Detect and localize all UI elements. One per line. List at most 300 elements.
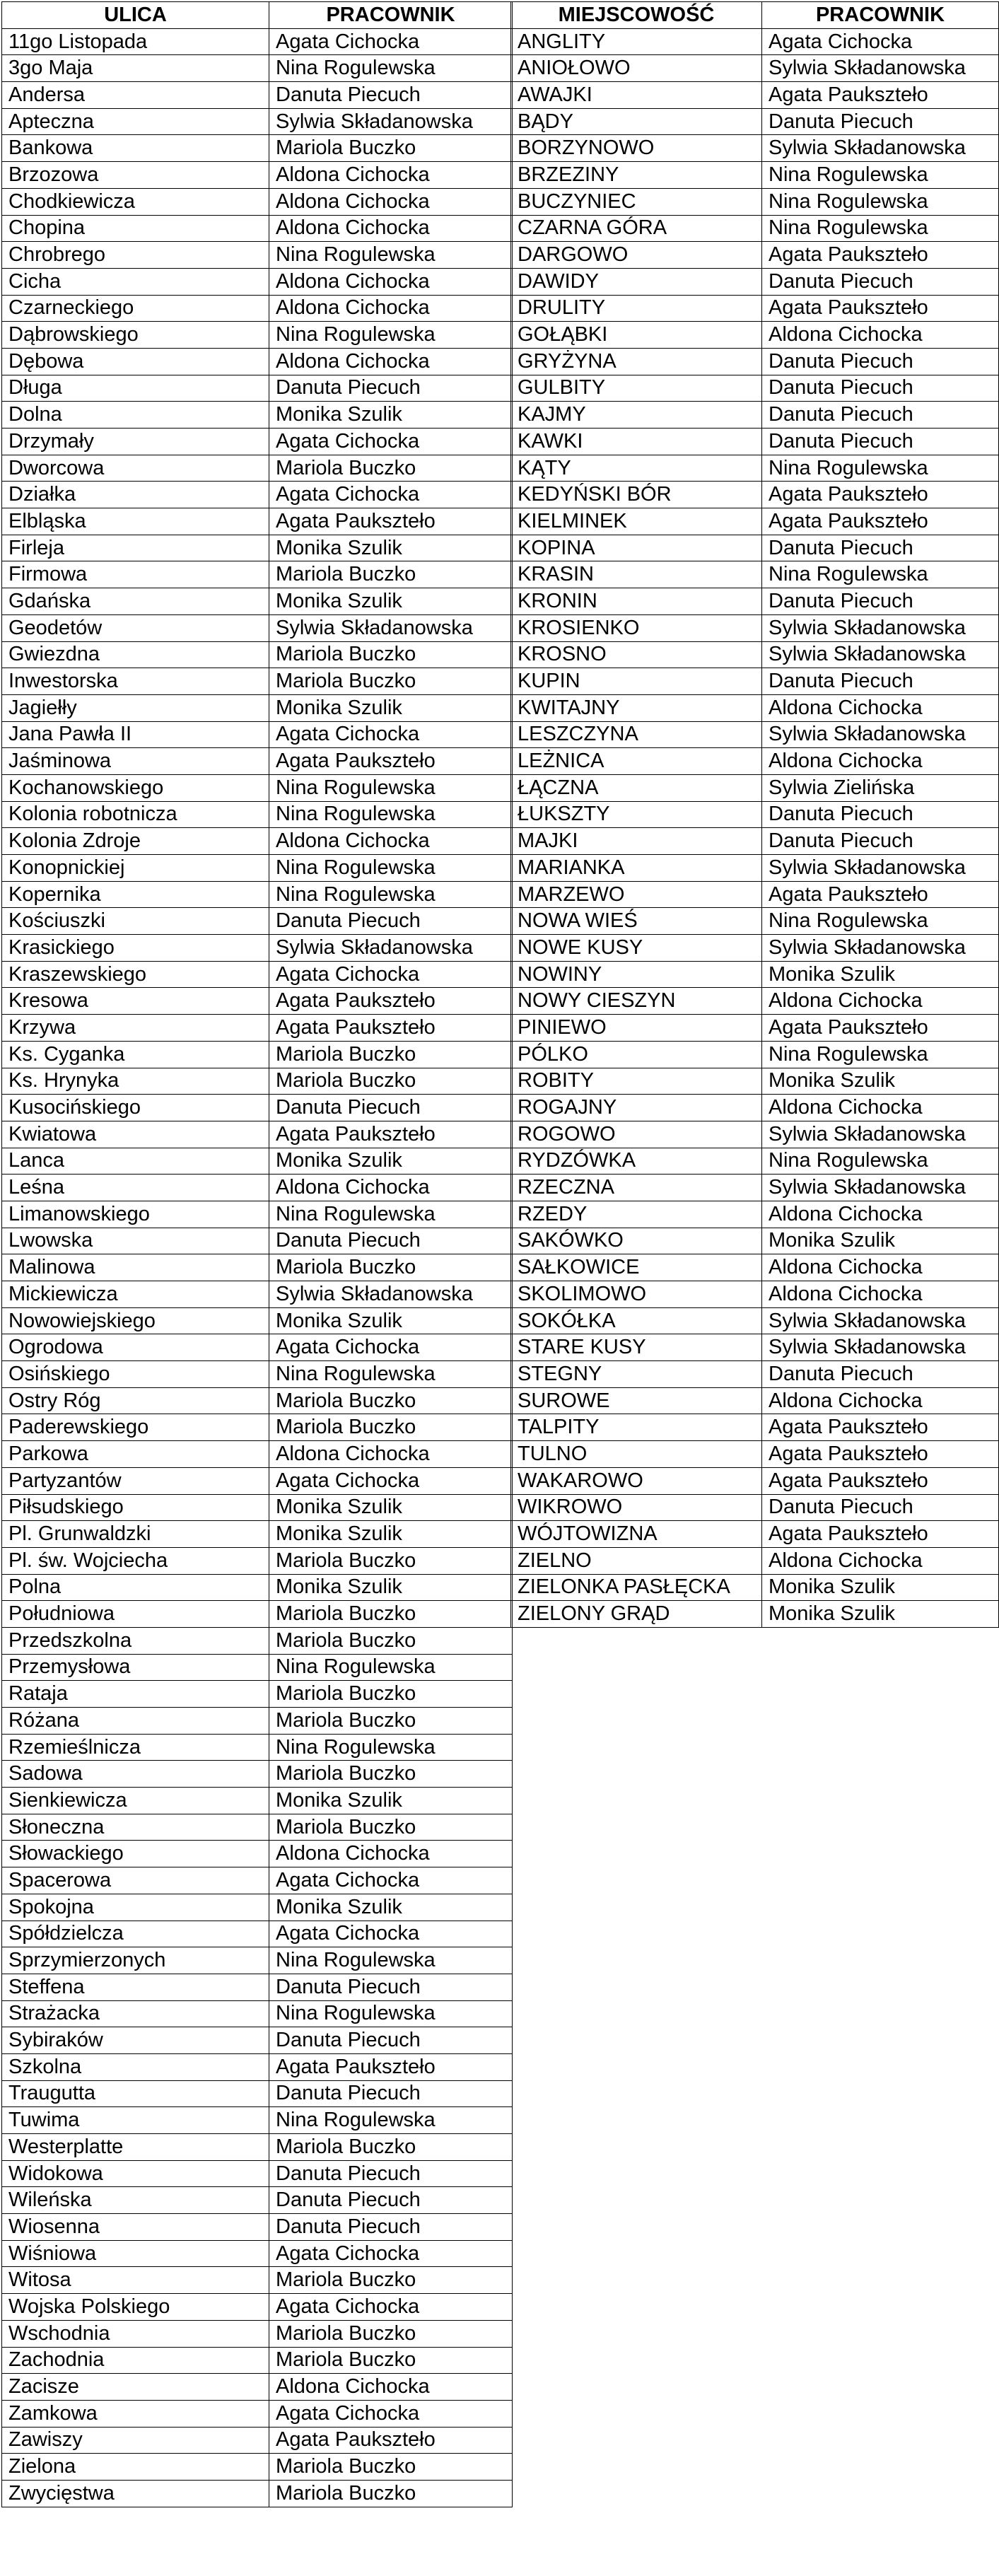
locality-cell: KRASIN [511, 561, 762, 588]
table-row [511, 855, 999, 882]
employee-cell: Agata Paukszteło [762, 242, 999, 269]
locality-cell: PINIEWO [511, 1015, 762, 1042]
table-row [511, 242, 999, 269]
table-row [2, 694, 513, 721]
table-row [511, 881, 999, 908]
table-row [2, 935, 513, 962]
table-row [2, 1681, 513, 1708]
table-row [2, 402, 513, 429]
street-cell: Sybiraków [2, 2027, 269, 2054]
street-cell: Dworcowa [2, 455, 269, 482]
employee-cell: Monika Szulik [269, 1148, 513, 1175]
street-cell: Ks. Cyganka [2, 1041, 269, 1068]
employee-cell: Aldona Cichocka [269, 1841, 513, 1867]
employee-cell: Monika Szulik [762, 1228, 999, 1254]
locality-cell: SAŁKOWICE [511, 1254, 762, 1281]
table-row [2, 961, 513, 988]
table-row [2, 774, 513, 801]
table-row [2, 1734, 513, 1761]
table-row [511, 988, 999, 1015]
locality-cell: RZEDY [511, 1201, 762, 1228]
locality-cell: ANGLITY [511, 28, 762, 55]
employee-cell: Sylwia Składanowska [269, 935, 513, 962]
street-cell: Wileńska [2, 2187, 269, 2214]
street-cell: Zachodnia [2, 2347, 269, 2374]
table-row [2, 2454, 513, 2481]
employee-cell: Aldona Cichocka [762, 1254, 999, 1281]
table-row [2, 1095, 513, 1121]
header-pracownik: PRACOWNIK [269, 2, 513, 29]
employee-cell: Nina Rogulewska [269, 1361, 513, 1388]
employee-cell: Nina Rogulewska [269, 855, 513, 882]
table-row [511, 1441, 999, 1468]
employee-cell: Monika Szulik [269, 1521, 513, 1548]
table-row [2, 2347, 513, 2374]
locality-cell: TALPITY [511, 1414, 762, 1441]
table-row [2, 1574, 513, 1601]
table-row [2, 2214, 513, 2241]
table-row [2, 2374, 513, 2401]
locality-cell: ŁĄCZNA [511, 774, 762, 801]
employee-cell: Agata Cichocka [269, 2294, 513, 2321]
table-row [511, 1601, 999, 1628]
localities-table-body [511, 28, 999, 1627]
employee-cell: Agata Paukszteło [762, 1521, 999, 1548]
employee-cell: Mariola Buczko [269, 2267, 513, 2294]
employee-cell: Agata Paukszteło [762, 82, 999, 109]
table-row [2, 1068, 513, 1095]
street-cell: Parkowa [2, 1441, 269, 1468]
table-row [511, 402, 999, 429]
employee-cell: Agata Cichocka [269, 1921, 513, 1947]
table-row [511, 55, 999, 82]
locality-cell: KAJMY [511, 402, 762, 429]
street-cell: Tuwima [2, 2107, 269, 2134]
table-row [511, 561, 999, 588]
table-row [2, 55, 513, 82]
employee-cell: Danuta Piecuch [762, 535, 999, 561]
table-row [511, 455, 999, 482]
street-cell: Południowa [2, 1601, 269, 1628]
table-row [2, 2267, 513, 2294]
table-row [2, 1867, 513, 1894]
street-cell: Kwiatowa [2, 1121, 269, 1148]
table-row [2, 2294, 513, 2321]
street-cell: 11go Listopada [2, 28, 269, 55]
locality-cell: GULBITY [511, 375, 762, 402]
street-cell: Dolna [2, 402, 269, 429]
street-cell: Konopnickiej [2, 855, 269, 882]
street-cell: Piłsudskiego [2, 1494, 269, 1521]
employee-cell: Aldona Cichocka [269, 215, 513, 242]
street-cell: Gwiezdna [2, 641, 269, 668]
street-cell: Czarneckiego [2, 295, 269, 322]
table-row [511, 961, 999, 988]
street-cell: Zamkowa [2, 2400, 269, 2427]
street-cell: Geodetów [2, 614, 269, 641]
table-row [2, 1041, 513, 1068]
table-row [511, 322, 999, 349]
table-row [511, 1307, 999, 1334]
table-row [2, 429, 513, 455]
table-row [511, 82, 999, 109]
street-cell: Rataja [2, 1681, 269, 1708]
table-row [2, 375, 513, 402]
employee-cell: Nina Rogulewska [269, 774, 513, 801]
employee-cell: Nina Rogulewska [269, 801, 513, 828]
street-cell: Widokowa [2, 2160, 269, 2187]
table-row [2, 135, 513, 162]
locality-cell: DAWIDY [511, 268, 762, 295]
table-row [511, 1547, 999, 1574]
employee-cell: Agata Cichocka [269, 482, 513, 508]
table-row [2, 535, 513, 561]
employee-cell: Danuta Piecuch [762, 348, 999, 375]
employee-cell: Agata Cichocka [269, 2400, 513, 2427]
employee-cell: Nina Rogulewska [269, 1734, 513, 1761]
table-row [2, 2134, 513, 2161]
table-row [511, 1228, 999, 1254]
street-cell: Westerplatte [2, 2134, 269, 2161]
employee-cell: Agata Paukszteło [762, 1467, 999, 1494]
table-row [511, 935, 999, 962]
table-row [2, 2160, 513, 2187]
locality-cell: SOKÓŁKA [511, 1307, 762, 1334]
employee-cell: Nina Rogulewska [269, 1947, 513, 1974]
table-row [511, 1254, 999, 1281]
employee-cell: Aldona Cichocka [762, 694, 999, 721]
employee-cell: Aldona Cichocka [269, 162, 513, 189]
employee-cell: Aldona Cichocka [762, 988, 999, 1015]
street-cell: Leśna [2, 1175, 269, 1201]
locality-cell: LEŻNICA [511, 748, 762, 775]
locality-cell: AWAJKI [511, 82, 762, 109]
table-row [511, 162, 999, 189]
locality-cell: KOPINA [511, 535, 762, 561]
table-row [2, 2187, 513, 2214]
table-row [511, 1068, 999, 1095]
table-row [511, 801, 999, 828]
employee-cell: Agata Cichocka [269, 1334, 513, 1361]
table-row [2, 2053, 513, 2080]
table-row [511, 1494, 999, 1521]
street-cell: Inwestorska [2, 668, 269, 695]
locality-cell: BORZYNOWO [511, 135, 762, 162]
employee-cell: Danuta Piecuch [269, 1228, 513, 1254]
employee-cell: Nina Rogulewska [269, 55, 513, 82]
street-cell: Spacerowa [2, 1867, 269, 1894]
table-row [2, 588, 513, 615]
employee-cell: Sylwia Składanowska [762, 1334, 999, 1361]
street-cell: Apteczna [2, 108, 269, 135]
locality-cell: GOŁĄBKI [511, 322, 762, 349]
employee-cell: Mariola Buczko [269, 1627, 513, 1654]
street-cell: Partyzantów [2, 1467, 269, 1494]
employee-cell: Mariola Buczko [269, 1547, 513, 1574]
table-row [2, 828, 513, 855]
table-row [2, 641, 513, 668]
employee-cell: Mariola Buczko [269, 668, 513, 695]
employee-cell: Aldona Cichocka [762, 1547, 999, 1574]
streets-table [1, 1, 513, 2507]
street-cell: Przemysłowa [2, 1654, 269, 1681]
table-row [2, 801, 513, 828]
table-row [511, 588, 999, 615]
locality-cell: WAKAROWO [511, 1467, 762, 1494]
table-row [511, 1387, 999, 1414]
street-cell: Mickiewicza [2, 1281, 269, 1308]
table-row [2, 188, 513, 215]
locality-cell: TULNO [511, 1441, 762, 1468]
employee-cell: Agata Cichocka [762, 28, 999, 55]
employee-cell: Agata Cichocka [269, 1467, 513, 1494]
table-row [511, 482, 999, 508]
employee-cell: Nina Rogulewska [269, 1654, 513, 1681]
employee-cell: Nina Rogulewska [269, 242, 513, 269]
street-cell: Kopernika [2, 881, 269, 908]
employee-cell: Agata Paukszteło [762, 1015, 999, 1042]
header-pracownik: PRACOWNIK [762, 2, 999, 29]
locality-cell: LESZCZYNA [511, 721, 762, 748]
street-cell: Firmowa [2, 561, 269, 588]
street-cell: Ogrodowa [2, 1334, 269, 1361]
employee-cell: Danuta Piecuch [762, 375, 999, 402]
employee-cell: Mariola Buczko [269, 1681, 513, 1708]
employee-cell: Monika Szulik [269, 535, 513, 561]
table-row [2, 1148, 513, 1175]
table-row [2, 614, 513, 641]
employee-cell: Monika Szulik [269, 402, 513, 429]
table-row [2, 1281, 513, 1308]
table-row [511, 668, 999, 695]
street-cell: Jaśminowa [2, 748, 269, 775]
employee-cell: Nina Rogulewska [762, 1041, 999, 1068]
employee-cell: Mariola Buczko [269, 135, 513, 162]
table-row [511, 1281, 999, 1308]
locality-cell: WIKROWO [511, 1494, 762, 1521]
table-row [2, 2080, 513, 2107]
street-cell: Kolonia Zdroje [2, 828, 269, 855]
street-cell: Lwowska [2, 1228, 269, 1254]
table-row [511, 188, 999, 215]
table-row [2, 1974, 513, 2000]
locality-cell: NOWINY [511, 961, 762, 988]
employee-cell: Agata Paukszteło [762, 1414, 999, 1441]
table-row [511, 1175, 999, 1201]
street-cell: Chodkiewicza [2, 188, 269, 215]
street-cell: Nowowiejskiego [2, 1307, 269, 1334]
locality-cell: STARE KUSY [511, 1334, 762, 1361]
employee-cell: Mariola Buczko [269, 641, 513, 668]
employee-cell: Monika Szulik [269, 1574, 513, 1601]
employee-cell: Mariola Buczko [269, 1601, 513, 1628]
table-row [2, 1334, 513, 1361]
employee-cell: Mariola Buczko [269, 1761, 513, 1788]
employee-cell: Mariola Buczko [269, 1387, 513, 1414]
table-row [511, 1201, 999, 1228]
table-row [511, 1121, 999, 1148]
employee-cell: Agata Paukszteło [269, 508, 513, 535]
employee-cell: Agata Paukszteło [269, 748, 513, 775]
street-cell: Szkolna [2, 2053, 269, 2080]
locality-cell: MARZEWO [511, 881, 762, 908]
table-row [2, 1654, 513, 1681]
employee-cell: Agata Cichocka [269, 721, 513, 748]
street-cell: Kościuszki [2, 908, 269, 935]
employee-cell: Agata Paukszteło [269, 1121, 513, 1148]
table-row [2, 748, 513, 775]
street-cell: Lanca [2, 1148, 269, 1175]
employee-cell: Sylwia Zielińska [762, 774, 999, 801]
employee-cell: Agata Paukszteło [762, 482, 999, 508]
table-row [511, 828, 999, 855]
employee-cell: Mariola Buczko [269, 2134, 513, 2161]
street-cell: Rzemieślnicza [2, 1734, 269, 1761]
employee-cell: Danuta Piecuch [269, 908, 513, 935]
employee-cell: Aldona Cichocka [762, 748, 999, 775]
employee-cell: Sylwia Składanowska [269, 1281, 513, 1308]
table-row [2, 1788, 513, 1814]
employee-cell: Danuta Piecuch [269, 2214, 513, 2241]
street-cell: Pl. św. Wojciecha [2, 1547, 269, 1574]
table-row [511, 1361, 999, 1388]
employee-cell: Nina Rogulewska [762, 1148, 999, 1175]
street-cell: Wschodnia [2, 2320, 269, 2347]
employee-cell: Mariola Buczko [269, 1254, 513, 1281]
table-row [511, 1521, 999, 1548]
street-cell: Malinowa [2, 1254, 269, 1281]
employee-cell: Agata Paukszteło [269, 2053, 513, 2080]
employee-cell: Agata Cichocka [269, 2240, 513, 2267]
locality-cell: KROSIENKO [511, 614, 762, 641]
street-cell: Zawiszy [2, 2427, 269, 2454]
locality-cell: STEGNY [511, 1361, 762, 1388]
table-row [511, 1015, 999, 1042]
table-row [511, 1414, 999, 1441]
employee-cell: Mariola Buczko [269, 1068, 513, 1095]
table-row [511, 1041, 999, 1068]
employee-cell: Nina Rogulewska [269, 322, 513, 349]
locality-cell: NOWY CIESZYN [511, 988, 762, 1015]
table-row [2, 2240, 513, 2267]
street-cell: Witosa [2, 2267, 269, 2294]
street-cell: 3go Maja [2, 55, 269, 82]
street-cell: Ostry Róg [2, 1387, 269, 1414]
table-row [2, 348, 513, 375]
locality-cell: KRONIN [511, 588, 762, 615]
employee-cell: Agata Paukszteło [762, 1441, 999, 1468]
employee-cell: Danuta Piecuch [762, 668, 999, 695]
table-row [2, 1814, 513, 1841]
street-cell: Długa [2, 375, 269, 402]
employee-cell: Aldona Cichocka [762, 1281, 999, 1308]
employee-cell: Aldona Cichocka [269, 268, 513, 295]
street-cell: Spółdzielcza [2, 1921, 269, 1947]
locality-cell: NOWA WIEŚ [511, 908, 762, 935]
table-row [2, 1601, 513, 1628]
table-row [2, 2107, 513, 2134]
table-row [511, 268, 999, 295]
street-cell: Kochanowskiego [2, 774, 269, 801]
header-ulica: ULICA [2, 2, 269, 29]
table-row [2, 668, 513, 695]
locality-cell: KĄTY [511, 455, 762, 482]
locality-cell: ROBITY [511, 1068, 762, 1095]
table-row [2, 108, 513, 135]
employee-cell: Aldona Cichocka [762, 322, 999, 349]
table-row [2, 2000, 513, 2027]
header-row [511, 2, 999, 29]
employee-cell: Danuta Piecuch [762, 801, 999, 828]
locality-cell: WÓJTOWIZNA [511, 1521, 762, 1548]
table-row [2, 2480, 513, 2507]
street-cell: Przedszkolna [2, 1627, 269, 1654]
street-cell: Bankowa [2, 135, 269, 162]
street-cell: Chopina [2, 215, 269, 242]
locality-cell: DARGOWO [511, 242, 762, 269]
table-row [2, 322, 513, 349]
employee-cell: Danuta Piecuch [269, 375, 513, 402]
table-row [2, 908, 513, 935]
street-cell: Ks. Hrynyka [2, 1068, 269, 1095]
street-cell: Traugutta [2, 2080, 269, 2107]
employee-cell: Mariola Buczko [269, 455, 513, 482]
employee-cell: Monika Szulik [269, 694, 513, 721]
table-row [2, 1361, 513, 1388]
employee-cell: Danuta Piecuch [269, 2187, 513, 2214]
employee-cell: Mariola Buczko [269, 2347, 513, 2374]
employee-cell: Aldona Cichocka [269, 295, 513, 322]
table-row [2, 1841, 513, 1867]
employee-cell: Danuta Piecuch [762, 1494, 999, 1521]
table-row [2, 988, 513, 1015]
table-row [2, 455, 513, 482]
table-row [2, 561, 513, 588]
table-row [2, 1387, 513, 1414]
employee-cell: Danuta Piecuch [269, 2160, 513, 2187]
table-row [2, 881, 513, 908]
streets-table-body [2, 28, 513, 2507]
table-row [2, 1307, 513, 1334]
employee-cell: Danuta Piecuch [269, 2027, 513, 2054]
employee-cell: Mariola Buczko [269, 1814, 513, 1841]
table-row [511, 215, 999, 242]
locality-cell: GRYŻYNA [511, 348, 762, 375]
street-cell: Drzymały [2, 429, 269, 455]
locality-cell: ZIELNO [511, 1547, 762, 1574]
employee-cell: Nina Rogulewska [762, 908, 999, 935]
table-row [2, 1254, 513, 1281]
table-row [511, 614, 999, 641]
table-row [2, 1121, 513, 1148]
locality-cell: NOWE KUSY [511, 935, 762, 962]
employee-cell: Aldona Cichocka [762, 1387, 999, 1414]
street-cell: Spokojna [2, 1894, 269, 1921]
street-cell: Działka [2, 482, 269, 508]
employee-cell: Monika Szulik [269, 588, 513, 615]
table-row [511, 429, 999, 455]
employee-cell: Mariola Buczko [269, 2480, 513, 2507]
locality-cell: KUPIN [511, 668, 762, 695]
table-row [2, 1761, 513, 1788]
street-cell: Gdańska [2, 588, 269, 615]
employee-cell: Mariola Buczko [269, 2320, 513, 2347]
employee-cell: Nina Rogulewska [269, 1201, 513, 1228]
locality-cell: BRZEZINY [511, 162, 762, 189]
table-row [511, 295, 999, 322]
table-row [2, 1521, 513, 1548]
table-row [2, 2027, 513, 2054]
